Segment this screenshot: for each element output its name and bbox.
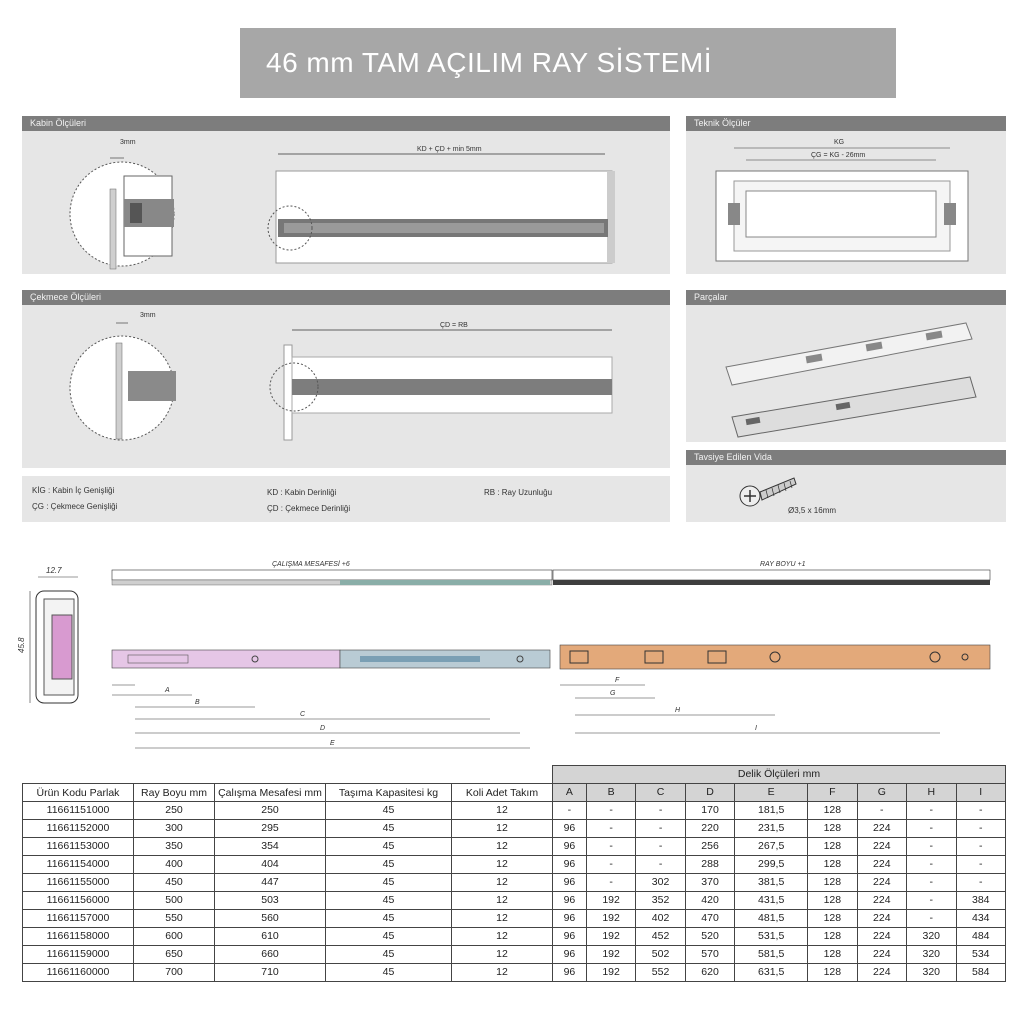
table-cell: 224 <box>857 928 906 946</box>
dim-letter-h: H <box>675 707 681 714</box>
table-cell: 700 <box>134 964 215 982</box>
table-cell: 96 <box>553 892 587 910</box>
hole-column-header: F <box>808 784 857 802</box>
table-cell: 224 <box>857 946 906 964</box>
table-cell: - <box>956 838 1006 856</box>
table-cell: 320 <box>907 928 956 946</box>
inner-width-label: ÇG = KG - 26mm <box>811 152 866 159</box>
table-cell: 11661155000 <box>23 874 134 892</box>
table-cell: 45 <box>326 946 452 964</box>
table-cell: 400 <box>134 856 215 874</box>
screw-panel <box>686 450 1006 522</box>
cabinet-formula-label: KD + ÇD + min 5mm <box>417 146 482 153</box>
drawer-diagram <box>22 305 670 468</box>
table-cell: 11661151000 <box>23 802 134 820</box>
table-cell: 224 <box>857 910 906 928</box>
table-body <box>23 802 1006 982</box>
table-cell: 531,5 <box>735 928 808 946</box>
table-cell: 192 <box>586 946 635 964</box>
table-cell: 320 <box>907 946 956 964</box>
table-cell: 250 <box>134 802 215 820</box>
table-row <box>23 928 1006 946</box>
cabinet-gap-label: 3mm <box>120 139 136 146</box>
table-cell: 534 <box>956 946 1006 964</box>
table-cell: 484 <box>956 928 1006 946</box>
table-cell: 650 <box>134 946 215 964</box>
table-row <box>23 892 1006 910</box>
table-cell: - <box>956 856 1006 874</box>
dim-letter-a: A <box>165 687 170 694</box>
legend-item: ÇD : Çekmece Derinliği <box>267 504 351 513</box>
table-cell: 12 <box>452 820 553 838</box>
table-cell: 384 <box>956 892 1006 910</box>
dim-letter-i: I <box>755 725 757 732</box>
table-cell: 300 <box>134 820 215 838</box>
table-cell: - <box>636 820 685 838</box>
table-cell: 256 <box>685 838 734 856</box>
legend-item: ÇG : Çekmece Genişliği <box>32 502 118 511</box>
legend-item: KİG : Kabin İç Genişliği <box>32 486 115 495</box>
travel-label: ÇALIŞMA MESAFESİ +6 <box>272 561 350 568</box>
table-cell: 96 <box>553 946 587 964</box>
table-cell: 220 <box>685 820 734 838</box>
table-row <box>23 946 1006 964</box>
rail-technical-drawing <box>0 555 1024 760</box>
table-cell: 224 <box>857 838 906 856</box>
table-cell: 45 <box>326 856 452 874</box>
table-cell: 570 <box>685 946 734 964</box>
table-cell: 503 <box>215 892 326 910</box>
panel-header: Parçalar <box>686 290 1006 305</box>
table-row <box>23 964 1006 982</box>
table-cell: 520 <box>685 928 734 946</box>
technical-diagram <box>686 131 1006 274</box>
column-header: Koli Adet Takım <box>452 784 553 802</box>
table-cell: - <box>907 820 956 838</box>
hole-column-header: E <box>735 784 808 802</box>
table-cell: 481,5 <box>735 910 808 928</box>
table-cell: 404 <box>215 856 326 874</box>
table-cell: 560 <box>215 910 326 928</box>
table-cell: 45 <box>326 892 452 910</box>
column-header: Çalışma Mesafesi mm <box>215 784 326 802</box>
table-cell: 128 <box>808 910 857 928</box>
table-cell: 96 <box>553 910 587 928</box>
cabinet-dimensions-panel <box>22 116 670 274</box>
hole-column-header: D <box>685 784 734 802</box>
table-cell: - <box>907 874 956 892</box>
table-cell: 250 <box>215 802 326 820</box>
table-cell: 12 <box>452 910 553 928</box>
table-cell: 11661157000 <box>23 910 134 928</box>
table-cell: 552 <box>636 964 685 982</box>
table-row <box>23 874 1006 892</box>
column-header: Ray Boyu mm <box>134 784 215 802</box>
table-cell: 128 <box>808 856 857 874</box>
table-cell: - <box>907 892 956 910</box>
table-cell: - <box>586 838 635 856</box>
table-cell: 12 <box>452 892 553 910</box>
table-cell: 45 <box>326 928 452 946</box>
table-cell: 45 <box>326 802 452 820</box>
table-cell: 584 <box>956 964 1006 982</box>
table-cell: 502 <box>636 946 685 964</box>
table-cell: 11661154000 <box>23 856 134 874</box>
table-cell: 631,5 <box>735 964 808 982</box>
table-cell: 224 <box>857 874 906 892</box>
table-cell: 128 <box>808 802 857 820</box>
technical-dimensions-panel <box>686 116 1006 274</box>
table-cell: 128 <box>808 892 857 910</box>
table-cell: - <box>553 802 587 820</box>
legend-panel <box>22 476 670 522</box>
table-cell: 352 <box>636 892 685 910</box>
table-cell: 450 <box>134 874 215 892</box>
table-cell: 600 <box>134 928 215 946</box>
table-cell: 96 <box>553 838 587 856</box>
table-cell: - <box>636 802 685 820</box>
table-cell: 12 <box>452 802 553 820</box>
table-cell: 96 <box>553 964 587 982</box>
table-cell: - <box>636 838 685 856</box>
table-cell: 192 <box>586 892 635 910</box>
hole-column-header: G <box>857 784 906 802</box>
table-cell: 11661158000 <box>23 928 134 946</box>
table-cell: 299,5 <box>735 856 808 874</box>
specification-table <box>22 765 1006 982</box>
hole-column-header: A <box>553 784 587 802</box>
dim-letter-d: D <box>320 725 326 732</box>
table-cell: 11661156000 <box>23 892 134 910</box>
table-cell: 11661159000 <box>23 946 134 964</box>
table-cell: 12 <box>452 964 553 982</box>
cabinet-diagram <box>22 131 670 274</box>
table-cell: 710 <box>215 964 326 982</box>
table-cell: 381,5 <box>735 874 808 892</box>
table-cell: 470 <box>685 910 734 928</box>
table-cell: 45 <box>326 838 452 856</box>
table-cell: 45 <box>326 910 452 928</box>
dim-letter-b: B <box>195 699 200 706</box>
table-header-row <box>23 784 1006 802</box>
table-cell: 45 <box>326 820 452 838</box>
screw-spec: Ø3,5 x 16mm <box>788 506 837 515</box>
table-cell: 192 <box>586 910 635 928</box>
table-cell: 128 <box>808 874 857 892</box>
table-cell: 354 <box>215 838 326 856</box>
table-cell: 96 <box>553 874 587 892</box>
hole-column-header: I <box>956 784 1006 802</box>
table-cell: 96 <box>553 820 587 838</box>
table-cell: 231,5 <box>735 820 808 838</box>
table-cell: 224 <box>857 856 906 874</box>
legend-item: KD : Kabin Derinliği <box>267 488 337 497</box>
table-cell: - <box>586 820 635 838</box>
table-cell: 128 <box>808 820 857 838</box>
table-row <box>23 838 1006 856</box>
table-cell: 224 <box>857 820 906 838</box>
table-row <box>23 820 1006 838</box>
table-cell: 192 <box>586 928 635 946</box>
table-cell: - <box>907 802 956 820</box>
drawer-gap-label: 3mm <box>140 312 156 319</box>
hole-column-header: C <box>636 784 685 802</box>
panel-header: Tavsiye Edilen Vida <box>686 450 1006 465</box>
table-cell: 620 <box>685 964 734 982</box>
title-banner <box>240 28 896 98</box>
table-cell: 370 <box>685 874 734 892</box>
table-cell: 192 <box>586 964 635 982</box>
table-cell: - <box>907 856 956 874</box>
hole-dimensions-header: Delik Ölçüleri mm <box>553 766 1006 784</box>
table-row <box>23 802 1006 820</box>
rail-parts-image <box>686 305 1006 442</box>
table-cell: 12 <box>452 856 553 874</box>
dim-letter-f: F <box>615 677 620 684</box>
table-cell: 45 <box>326 874 452 892</box>
table-cell: 12 <box>452 928 553 946</box>
table-cell: 420 <box>685 892 734 910</box>
drawer-formula-label: ÇD = RB <box>440 322 468 329</box>
table-cell: 128 <box>808 928 857 946</box>
panel-header: Çekmece Ölçüleri <box>22 290 670 305</box>
table-cell: 434 <box>956 910 1006 928</box>
dim-letter-c: C <box>300 711 306 718</box>
section-height-label: 45.8 <box>17 637 26 653</box>
table-cell: 45 <box>326 964 452 982</box>
table-row <box>23 856 1006 874</box>
table-cell: 224 <box>857 964 906 982</box>
table-cell: 610 <box>215 928 326 946</box>
table-row <box>23 910 1006 928</box>
table-cell: 500 <box>134 892 215 910</box>
table-cell: 181,5 <box>735 802 808 820</box>
table-cell: - <box>907 910 956 928</box>
table-cell: 452 <box>636 928 685 946</box>
table-cell: 660 <box>215 946 326 964</box>
table-cell: 12 <box>452 946 553 964</box>
panel-header: Kabin Ölçüleri <box>22 116 670 131</box>
table-cell: 96 <box>553 856 587 874</box>
table-cell: 267,5 <box>735 838 808 856</box>
table-cell: 350 <box>134 838 215 856</box>
table-cell: 447 <box>215 874 326 892</box>
table-cell: 11661152000 <box>23 820 134 838</box>
table-cell: 11661153000 <box>23 838 134 856</box>
dim-letter-e: E <box>330 740 335 747</box>
legend-item: RB : Ray Uzunluğu <box>484 488 553 497</box>
panel-header: Teknik Ölçüler <box>686 116 1006 131</box>
table-cell: 295 <box>215 820 326 838</box>
hole-column-header: B <box>586 784 635 802</box>
dim-letter-g: G <box>610 690 616 697</box>
table-cell: - <box>586 874 635 892</box>
table-cell: - <box>636 856 685 874</box>
table-cell: 12 <box>452 838 553 856</box>
column-header: Ürün Kodu Parlak <box>23 784 134 802</box>
outer-width-label: KG <box>834 139 845 146</box>
column-header: Taşıma Kapasitesi kg <box>326 784 452 802</box>
table-cell: 170 <box>685 802 734 820</box>
table-cell: - <box>956 874 1006 892</box>
table-cell: 96 <box>553 928 587 946</box>
table-cell: 550 <box>134 910 215 928</box>
table-cell: 11661160000 <box>23 964 134 982</box>
section-width-label: 12.7 <box>46 566 62 575</box>
rail-length-label: RAY BOYU +1 <box>760 561 806 568</box>
table-cell: 12 <box>452 874 553 892</box>
table-cell: 581,5 <box>735 946 808 964</box>
table-cell: 224 <box>857 892 906 910</box>
table-cell: - <box>857 802 906 820</box>
table-cell: 128 <box>808 964 857 982</box>
table-cell: - <box>586 856 635 874</box>
page-title: 46 mm TAM AÇILIM RAY SİSTEMİ <box>266 47 713 78</box>
drawer-dimensions-panel <box>22 290 670 468</box>
table-cell: - <box>586 802 635 820</box>
table-cell: 320 <box>907 964 956 982</box>
table-cell: - <box>907 838 956 856</box>
table-cell: - <box>956 820 1006 838</box>
table-cell: 431,5 <box>735 892 808 910</box>
table-cell: - <box>956 802 1006 820</box>
table-cell: 128 <box>808 838 857 856</box>
table-cell: 302 <box>636 874 685 892</box>
table-cell: 128 <box>808 946 857 964</box>
parts-panel <box>686 290 1006 442</box>
table-cell: 288 <box>685 856 734 874</box>
hole-column-header: H <box>907 784 956 802</box>
table-cell: 402 <box>636 910 685 928</box>
